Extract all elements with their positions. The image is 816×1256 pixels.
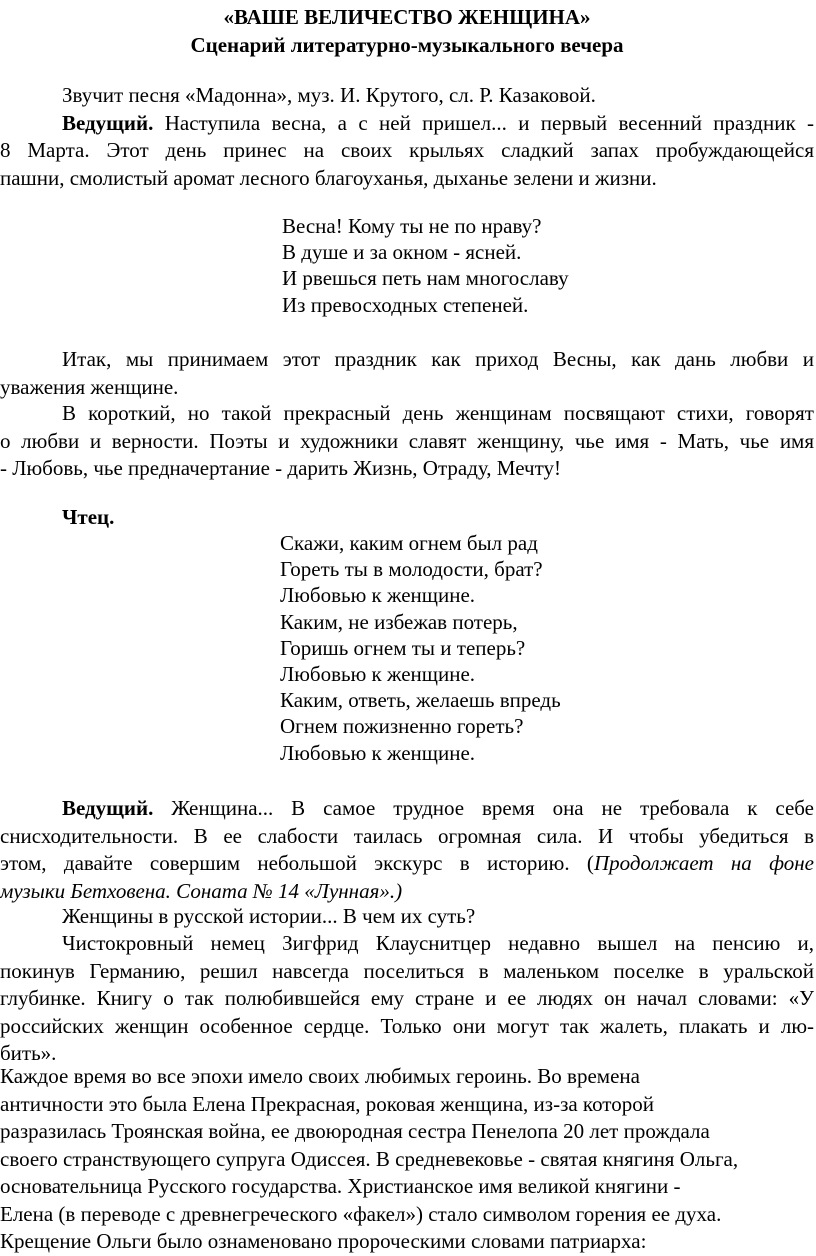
paragraph-klausnitzer: [0, 930, 814, 1068]
paragraph-day: [0, 400, 814, 483]
paragraph-line: разразилась Троянская война, ее двоюродная сестра Пенелопа 20 лет прождала: [0, 1119, 710, 1143]
paragraph-line: античности это была Елена Прекрасная, роковая женщина, из-за которой: [0, 1091, 654, 1116]
paragraph-line: Каждое время во все эпохи имело своих любимых героинь. Во времена: [0, 1064, 640, 1088]
intro-section: [0, 82, 814, 192]
header: [0, 4, 814, 59]
poem-line: Из превосходных степеней.: [282, 292, 529, 317]
paragraph-line: Итак, мы принимаем этот праздник как приход Весны, как дань любви и: [62, 347, 814, 371]
paragraph-line: - Любовь, чье предначертание - дарить Жизнь, Отраду, Мечту!: [0, 456, 561, 480]
paragraph-line: покинув Германию, решил навсегда поселиться в маленьком поселке в уральской: [0, 958, 814, 983]
host-label: Ведущий.: [62, 110, 154, 135]
poem-line: Любовью к женщине.: [280, 661, 476, 686]
song-line: Звучит песня «Мадонна», муз. И. Крутого, сл. Р. Казаковой.: [62, 83, 596, 107]
poem-line: Весна! Кому ты не по нраву?: [282, 214, 542, 238]
paragraph-line: уважения женщине.: [0, 374, 179, 399]
paragraph-line: основательница Русского государства. Христианское имя великой княгини -: [0, 1174, 681, 1198]
stage-direction: музыки Бетховена. Соната № 14 «Лунная».): [0, 878, 403, 903]
paragraph-line: глубинке. Книгу о так полюбившейся ему стране и ее людях он начал словами: «У: [0, 986, 814, 1010]
paragraph-question: [0, 903, 814, 931]
stage-direction: Продолжает на фоне: [593, 851, 815, 875]
paragraph-line: Женщины в русской истории... В чем их суть?: [62, 904, 476, 928]
paragraph-line: [0, 795, 814, 823]
paragraph-line: Чистокровный немец Зигфрид Клауснитцер недавно вышел на пенсию и,: [62, 931, 814, 955]
poem-line: Каким, ответь, желаешь впредь: [280, 688, 561, 713]
poem-line: Горишь огнем ты и теперь?: [280, 635, 526, 660]
host-line-1-text: Наступила весна, а с ней пришел... и первый весенний праздник -: [153, 110, 814, 135]
poem-line: Скажи, каким огнем был рад: [280, 531, 538, 555]
poem-line: Гореть ты в молодости, брат?: [280, 557, 543, 582]
host-line-1: [0, 110, 814, 138]
paragraph-line: о любви и верности. Поэты и художники славят женщину, чье имя - Мать, чье имя: [0, 428, 814, 453]
poem-line: Каким, не избежав потерь,: [280, 609, 518, 634]
poem-line: Любовью к женщине.: [280, 740, 476, 765]
poem-line: В душе и за окном - ясней.: [282, 240, 522, 265]
poem-line: И рвешься петь нам многославу: [282, 266, 569, 291]
paragraph-line: снисходительности. В ее слабости таилась огромная сила. И чтобы убедиться в: [0, 823, 814, 848]
paragraph-line: Елена (в переводе с древнегреческого «факел») стало символом горения ее духа.: [0, 1201, 722, 1226]
paragraph-line: российских женщин особенное сердце. Только они могут так жалеть, плакать и лю-: [0, 1013, 814, 1038]
document-subtitle: Сценарий литературно-музыкального вечера: [190, 32, 624, 57]
paragraph-line: Крещение Ольги было ознаменовано пророческими словами патриарха:: [0, 1229, 647, 1253]
host-label: Ведущий.: [62, 796, 154, 820]
paragraph-text: этом, давайте совершим небольшой экскурс в историю. (: [0, 851, 594, 875]
paragraph-line: бить».: [0, 1041, 57, 1065]
paragraph-line: В короткий, но такой прекрасный день женщинам посвящают стихи, говорят: [62, 401, 814, 425]
paragraph-heroines: [0, 1063, 780, 1256]
poem-line: Любовью к женщине.: [280, 583, 476, 608]
poem-spring: [282, 213, 569, 318]
reader-section: [0, 504, 814, 532]
paragraph-holiday: [0, 346, 814, 401]
paragraph-line: [0, 850, 814, 878]
paragraph-woman: [0, 795, 814, 905]
host-line-3: пашни, смолистый аромат лесного благоуханья, дыханье зелени и жизни.: [0, 165, 657, 190]
host-line-2: 8 Марта. Этот день принес на своих крыльях сладкий запах пробуждающейся: [0, 138, 814, 162]
poem-line: Огнем пожизненно гореть?: [280, 714, 524, 739]
paragraph-line: своего странствующего супруга Одиссея. В средневековье - святая княгиня Ольга,: [0, 1146, 739, 1171]
document-title: «ВАШЕ ВЕЛИЧЕСТВО ЖЕНЩИНА»: [223, 5, 591, 29]
paragraph-text: Женщина... В самое трудное время она не требовала к себе: [153, 796, 814, 820]
poem-love: [280, 530, 561, 766]
reader-label: Чтец.: [62, 505, 115, 529]
